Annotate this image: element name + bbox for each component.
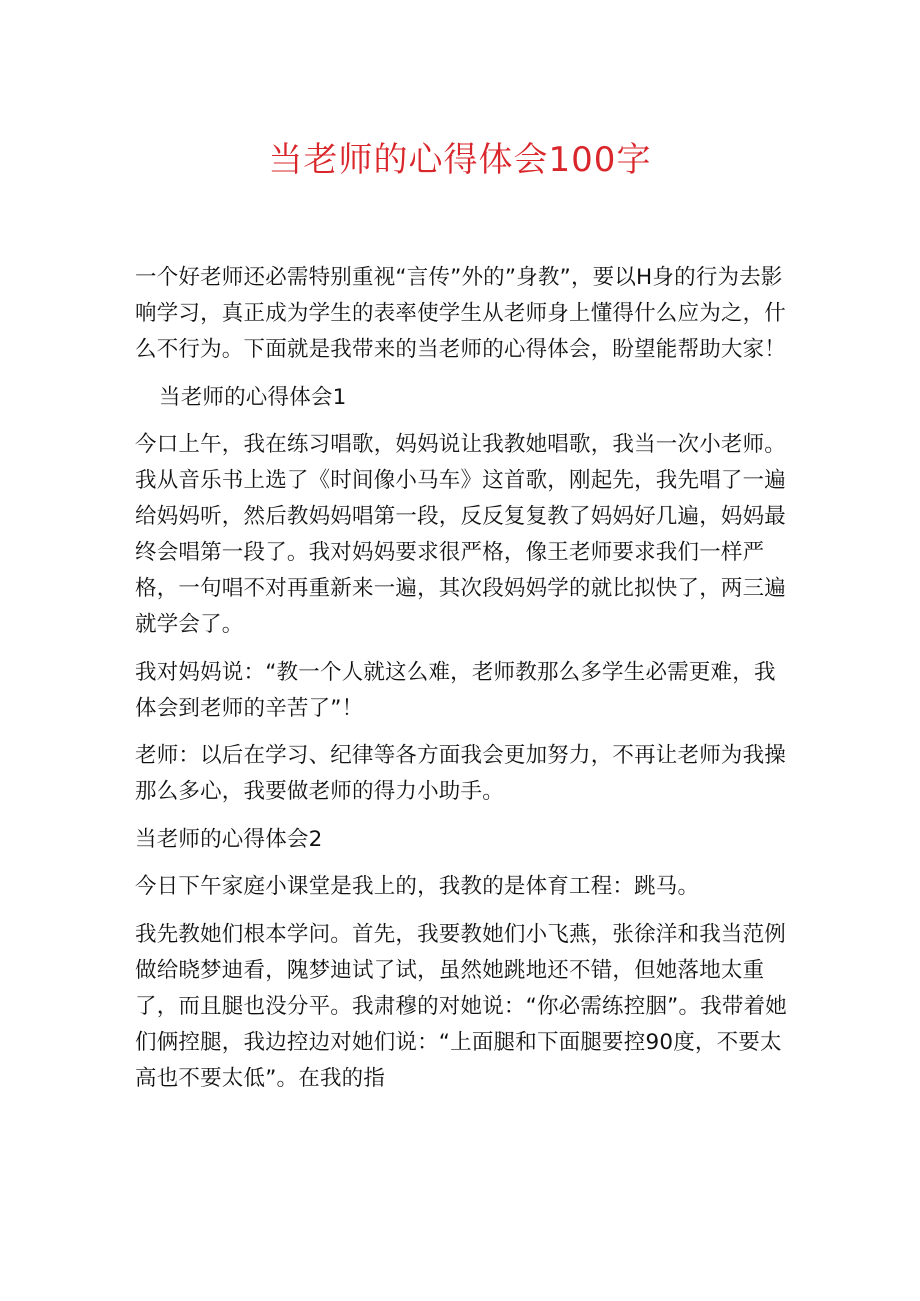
paragraph: 今口上午，我在练习唱歌，妈妈说让我教她唱歌，我当一次小老师。我从音乐书上选了《时间像小马车》这首歌，刚起先，我先唱了一遍给妈妈听，然后教妈妈唱第一段，反反复复教了妈妈好几遍，妈妈最终会唱第一段了。我对妈妈要求很严格，像王老师要求我们一样严格，一句唱不对再重新来一遍，其次段妈妈学的就比拟快了，两三遍就学会了。 [135, 432, 787, 637]
document-title: 当老师的心得体会100字 [268, 140, 652, 180]
paragraph: 我先教她们根本学问。首先，我要教她们小飞燕，张徐洋和我当范例做给晓梦迪看，隗梦迪试了试，虽然她跳地还不错，但她落地太重了，而且腿也没分平。我肃穆的对她说：“你必需练控胭”。我带着她们俩控腿，我边控边对她们说：“上面腿和下面腿要控90度，不要太高也不要太低”。在我的指 [135, 921, 787, 1091]
paragraph-intro: 一个好老师还必需特别重视“言传”外的”身教”，要以H身的行为去影响学习，真正成为学生的表率使学生从老师身上懂得什么应为之，什么不行为。下面就是我带来的当老师的心得体会，盼望能帮助大家！ [135, 265, 787, 362]
section-heading-1: 当老师的心得体会1 [159, 384, 347, 410]
section-heading-2: 当老师的心得体会2 [135, 826, 323, 852]
document-body [135, 260, 797, 1108]
paragraph: 我对妈妈说：“教一个人就这么难，老师教那么多学生必需更难，我体会到老师的辛苦了”！ [135, 659, 776, 721]
paragraph: 老师：以后在学习、纪律等各方面我会更加努力，不再让老师为我操那么多心，我要做老师的得力小助手。 [135, 743, 787, 804]
paragraph: 今日下午家庭小课堂是我上的，我教的是体育工程：跳马。 [135, 874, 700, 899]
